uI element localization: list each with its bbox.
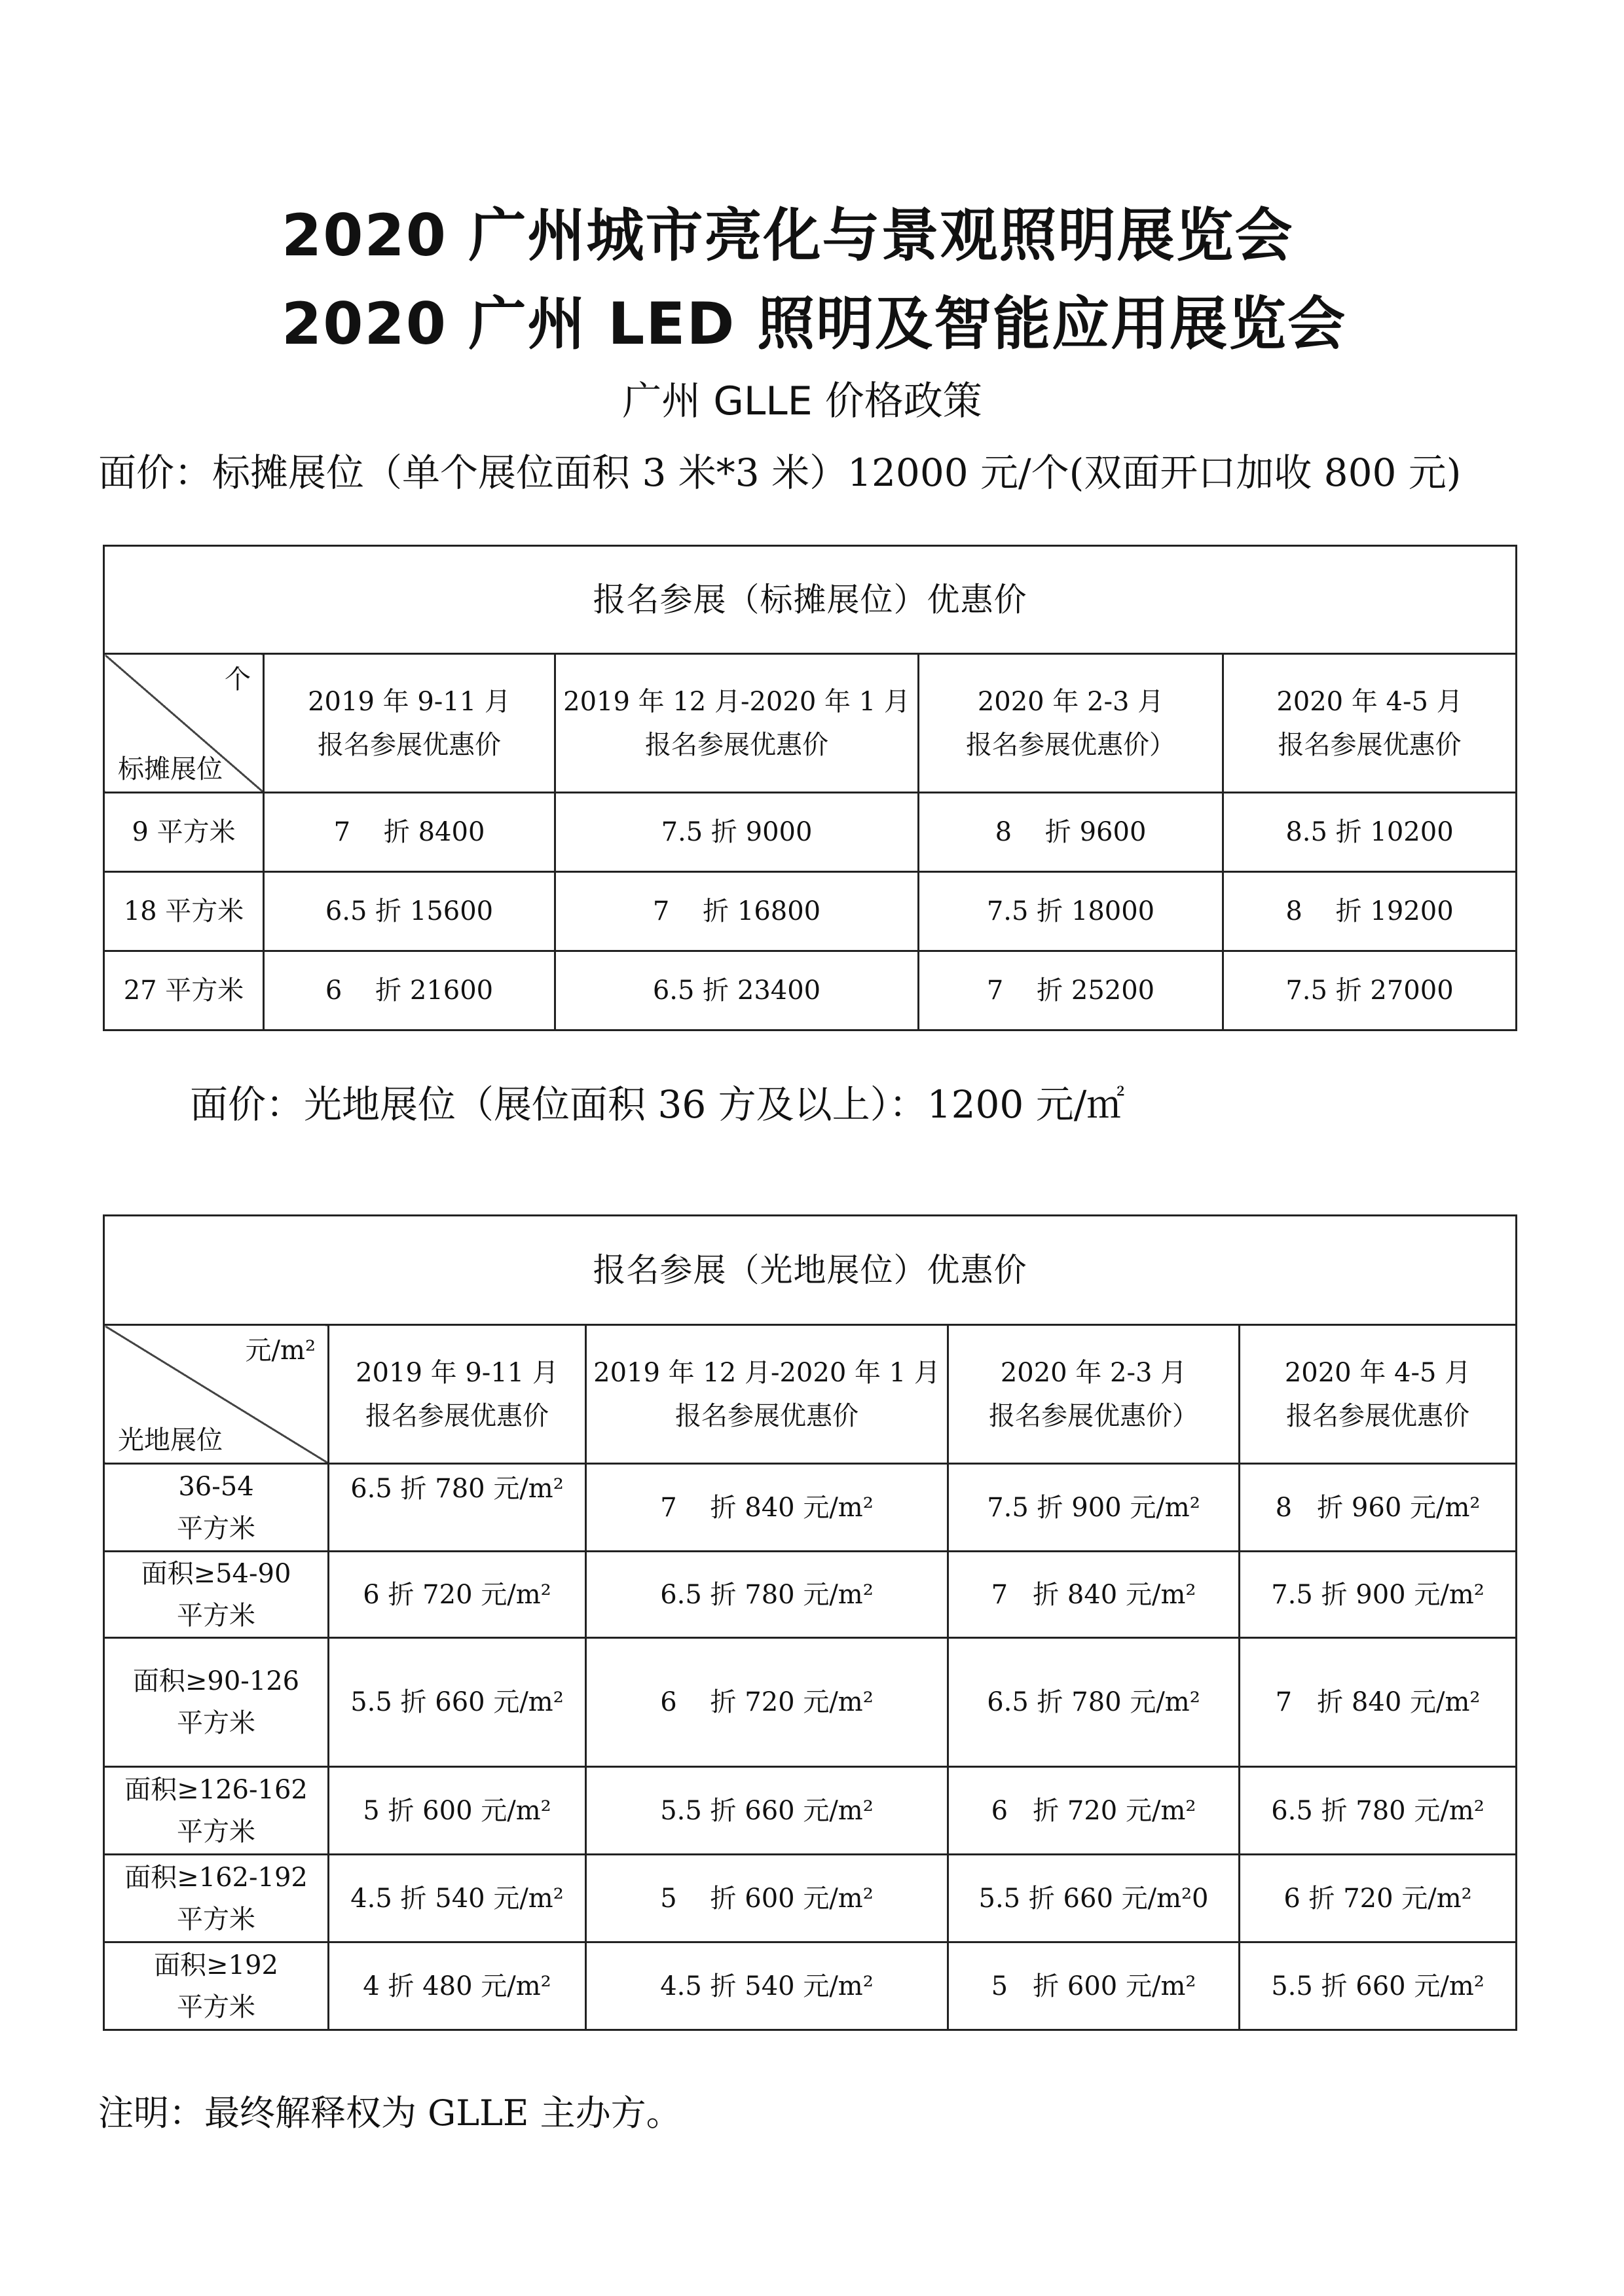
period-label: 报名参展优惠价） [989,1400,1198,1431]
price-cell: 7 折 8400 [264,793,555,872]
price-cell: 7 折 840 元/m² [948,1552,1240,1638]
price-cell: 5 折 600 元/m² [586,1855,948,1942]
row-label-unit: 平方米 [177,1992,255,2022]
corner-header-cell [104,654,264,793]
table-header-row [104,654,1517,793]
price-cell: 4.5 折 540 元/m² [586,1942,948,2030]
price-cell: 7.5 折 18000 [919,872,1223,951]
standard-booth-price-line: 面价：标摊展位（单个展位面积 3 米*3 米）12000 元/个(双面开口加收 800 元) [98,450,1462,495]
row-label-unit: 平方米 [177,1904,255,1935]
price-cell: 7 折 25200 [919,951,1223,1030]
row-label: 27 平方米 [104,951,264,1030]
period-dates: 2020 年 2-3 月 [977,686,1164,717]
standard-booth-table-title: 报名参展（标摊展位）优惠价 [104,546,1517,654]
table-row [104,951,1517,1030]
price-cell: 8.5 折 10200 [1223,793,1517,872]
row-label-range: 面积≥162-192 [124,1862,308,1893]
period-dates: 2019 年 12 月-2020 年 1 月 [563,686,910,717]
price-cell: 5.5 折 660 元/m²0 [948,1855,1240,1942]
price-cell: 6 折 21600 [264,951,555,1030]
price-cell: 7.5 折 9000 [555,793,919,872]
period-header [919,654,1223,793]
row-label [104,1638,329,1767]
price-cell: 6 折 720 元/m² [329,1552,586,1638]
period-dates: 2020 年 4-5 月 [1276,686,1463,717]
table-header-row [104,1325,1517,1464]
price-cell: 7.5 折 27000 [1223,951,1517,1030]
price-cell: 6.5 折 780 元/m² [329,1464,586,1552]
raw-space-table-title: 报名参展（光地展位）优惠价 [104,1216,1517,1325]
price-cell: 5.5 折 660 元/m² [586,1767,948,1855]
period-header [1240,1325,1517,1464]
table-row [104,1552,1517,1638]
row-label [104,1464,329,1552]
standard-booth-table [103,545,1517,1031]
page-subtitle: 广州 GLLE 价格政策 [622,378,982,424]
price-cell: 6.5 折 23400 [555,951,919,1030]
row-label-unit: 平方米 [177,1708,255,1738]
table-row [104,1464,1517,1552]
table-row [104,872,1517,951]
price-cell: 6 折 720 元/m² [948,1767,1240,1855]
price-cell: 7.5 折 900 元/m² [1240,1552,1517,1638]
row-label [104,1855,329,1942]
period-dates: 2020 年 4-5 月 [1284,1357,1471,1388]
price-cell: 8 折 960 元/m² [1240,1464,1517,1552]
raw-space-table [103,1214,1517,2031]
corner-unit-label: 个 [225,665,251,695]
period-header [1223,654,1517,793]
period-label: 报名参展优惠价 [675,1400,858,1431]
period-label: 报名参展优惠价 [1286,1400,1470,1431]
row-label [104,1942,329,2030]
period-header [555,654,919,793]
period-header [586,1325,948,1464]
row-label-unit: 平方米 [177,1600,255,1631]
corner-header-cell [104,1325,329,1464]
price-cell: 5 折 600 元/m² [948,1942,1240,2030]
page-title-line2: 2020 广州 LED 照明及智能应用展览会 [282,290,1347,357]
price-cell: 7.5 折 900 元/m² [948,1464,1240,1552]
period-header [948,1325,1240,1464]
period-label: 报名参展优惠价 [1278,729,1462,760]
period-header [329,1325,586,1464]
row-label-range: 面积≥126-162 [124,1774,308,1805]
row-label-unit: 平方米 [177,1816,255,1847]
price-cell: 7 折 16800 [555,872,919,951]
price-cell: 6.5 折 15600 [264,872,555,951]
price-cell: 7 折 840 元/m² [1240,1638,1517,1767]
price-cell: 5.5 折 660 元/m² [1240,1942,1517,2030]
price-cell: 4.5 折 540 元/m² [329,1855,586,1942]
price-cell: 5.5 折 660 元/m² [329,1638,586,1767]
period-dates: 2019 年 12 月-2020 年 1 月 [593,1357,940,1388]
row-label [104,1767,329,1855]
table-row [104,793,1517,872]
row-label: 9 平方米 [104,793,264,872]
price-cell: 8 折 9600 [919,793,1223,872]
period-label: 报名参展优惠价 [645,729,828,760]
row-label-range: 36-54 [178,1471,254,1502]
period-dates: 2020 年 2-3 月 [1000,1357,1187,1388]
table-title-row [104,1216,1517,1325]
price-cell: 6.5 折 780 元/m² [586,1552,948,1638]
row-label-range: 面积≥90-126 [132,1666,300,1696]
price-cell: 4 折 480 元/m² [329,1942,586,2030]
table-row [104,1638,1517,1767]
table-row [104,1767,1517,1855]
table-row [104,1942,1517,2030]
period-dates: 2019 年 9-11 月 [356,1357,559,1388]
period-header [264,654,555,793]
period-label: 报名参展优惠价） [966,729,1175,760]
price-cell: 8 折 19200 [1223,872,1517,951]
footer-note: 注明：最终解释权为 GLLE 主办方。 [98,2092,682,2134]
table-row [104,1855,1517,1942]
row-label [104,1552,329,1638]
price-cell: 6 折 720 元/m² [586,1638,948,1767]
row-label: 18 平方米 [104,872,264,951]
corner-row-label: 光地展位 [118,1425,223,1455]
price-cell: 6 折 720 元/m² [1240,1855,1517,1942]
corner-row-label: 标摊展位 [118,754,223,784]
price-cell: 6.5 折 780 元/m² [1240,1767,1517,1855]
row-label-range: 面积≥192 [154,1950,278,1980]
row-label-range: 面积≥54-90 [141,1558,291,1589]
corner-unit-label: 元/m² [245,1336,316,1366]
period-dates: 2019 年 9-11 月 [308,686,511,717]
page-title-line1: 2020 广州城市亮化与景观照明展览会 [282,202,1294,269]
price-cell: 7 折 840 元/m² [586,1464,948,1552]
price-cell: 6.5 折 780 元/m² [948,1638,1240,1767]
table-title-row [104,546,1517,654]
period-label: 报名参展优惠价 [365,1400,549,1431]
period-label: 报名参展优惠价 [318,729,501,760]
raw-space-price-line: 面价：光地展位（展位面积 36 方及以上）：1200 元/㎡ [190,1082,1125,1127]
price-cell: 5 折 600 元/m² [329,1767,586,1855]
row-label-unit: 平方米 [177,1513,255,1544]
